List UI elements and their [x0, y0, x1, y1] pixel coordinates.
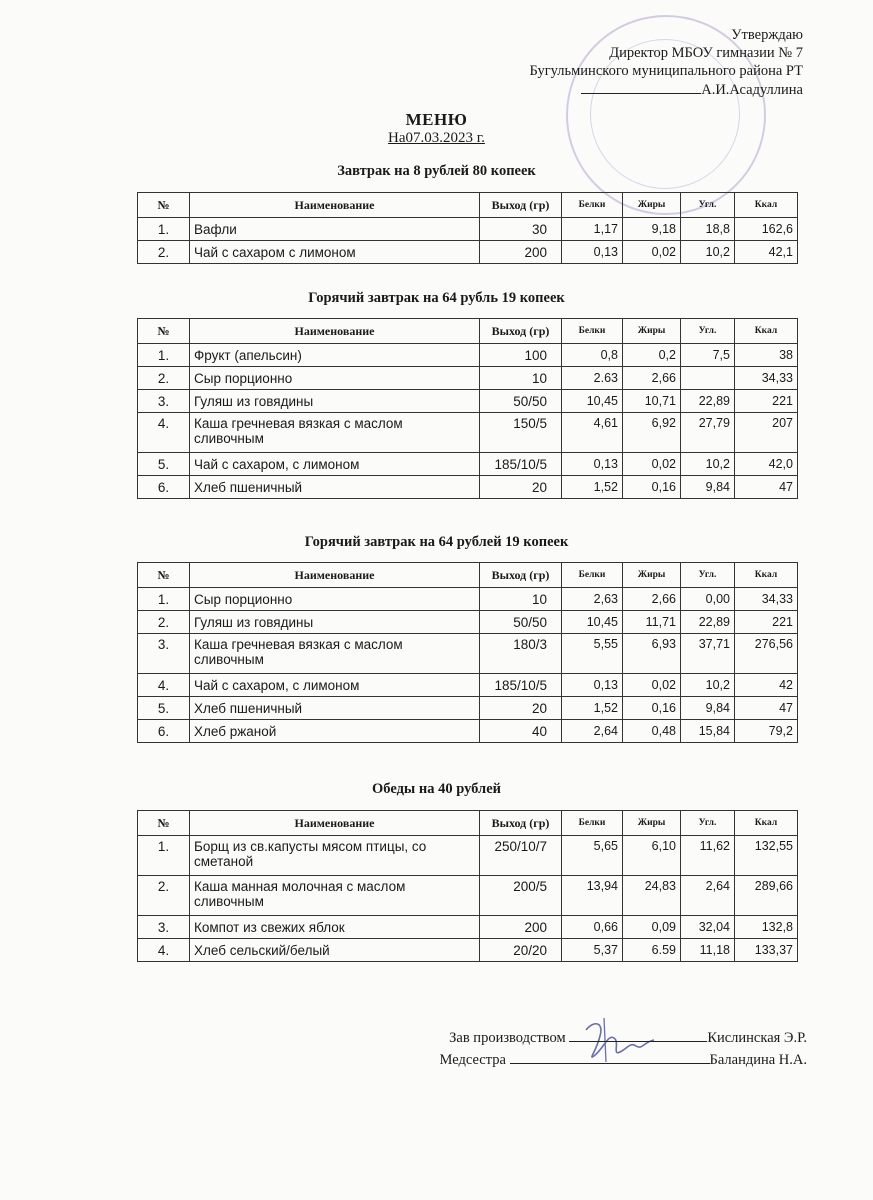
- approval-line-1: Утверждаю: [731, 27, 803, 43]
- header-fat: Жиры: [623, 563, 681, 588]
- cell-output: 20: [480, 476, 562, 499]
- cell-carbs: 2,64: [681, 876, 735, 916]
- cell-name: Сыр порционно: [190, 588, 480, 611]
- sign-line-1: [569, 1027, 707, 1042]
- cell-carbs: 10,2: [681, 674, 735, 697]
- cell-carbs: 32,04: [681, 916, 735, 939]
- cell-kcal: 42: [735, 674, 798, 697]
- cell-kcal: 207: [735, 413, 798, 453]
- cell-protein: 0,13: [562, 453, 623, 476]
- header-output: Выход (гр): [480, 563, 562, 588]
- cell-protein: 1,52: [562, 476, 623, 499]
- cell-fat: 0,09: [623, 916, 681, 939]
- cell-fat: 0,2: [623, 344, 681, 367]
- cell-output: 50/50: [480, 390, 562, 413]
- table-row: [138, 916, 798, 939]
- cell-fat: 2,66: [623, 588, 681, 611]
- cell-kcal: 47: [735, 697, 798, 720]
- cell-carbs: 15,84: [681, 720, 735, 743]
- cell-fat: 6,92: [623, 413, 681, 453]
- role-2: Медсестра: [439, 1052, 506, 1068]
- cell-carbs: 9,84: [681, 697, 735, 720]
- header-protein: Белки: [562, 193, 623, 218]
- header-row: [138, 811, 798, 836]
- cell-num: 1.: [138, 836, 190, 876]
- cell-protein: 0,66: [562, 916, 623, 939]
- table-row: [138, 367, 798, 390]
- menu-table: [137, 318, 798, 499]
- cell-num: 4.: [138, 674, 190, 697]
- signature-row-1: [440, 1027, 807, 1049]
- cell-num: 5.: [138, 453, 190, 476]
- cell-carbs: 11,62: [681, 836, 735, 876]
- table-row: [138, 476, 798, 499]
- header-output: Выход (гр): [480, 319, 562, 344]
- cell-fat: 6,93: [623, 634, 681, 674]
- cell-protein: 2,64: [562, 720, 623, 743]
- cell-carbs: 11,18: [681, 939, 735, 962]
- cell-kcal: 221: [735, 390, 798, 413]
- header-carbs: Угл.: [681, 563, 735, 588]
- table-row: [138, 453, 798, 476]
- cell-protein: 2.63: [562, 367, 623, 390]
- cell-kcal: 132,55: [735, 836, 798, 876]
- table-row: [138, 674, 798, 697]
- cell-protein: 5,37: [562, 939, 623, 962]
- cell-num: 2.: [138, 241, 190, 264]
- sign-line-2: [510, 1049, 710, 1064]
- cell-name: Хлеб ржаной: [190, 720, 480, 743]
- cell-fat: 2,66: [623, 367, 681, 390]
- cell-fat: 10,71: [623, 390, 681, 413]
- cell-output: 200: [480, 916, 562, 939]
- header-row: [138, 319, 798, 344]
- signature-row-2: [440, 1049, 807, 1071]
- cell-name: Хлеб пшеничный: [190, 476, 480, 499]
- header-output: Выход (гр): [480, 811, 562, 836]
- table-row: [138, 697, 798, 720]
- cell-kcal: 289,66: [735, 876, 798, 916]
- table-row: [138, 611, 798, 634]
- role-1: Зав производством: [449, 1030, 566, 1046]
- cell-num: 6.: [138, 720, 190, 743]
- section-title: Завтрак на 8 рублей 80 копеек: [337, 163, 536, 179]
- table-row: [138, 588, 798, 611]
- cell-kcal: 221: [735, 611, 798, 634]
- cell-output: 250/10/7: [480, 836, 562, 876]
- cell-output: 100: [480, 344, 562, 367]
- cell-protein: 5,65: [562, 836, 623, 876]
- cell-output: 50/50: [480, 611, 562, 634]
- header-kcal: Ккал: [735, 811, 798, 836]
- section-title: Обеды на 40 рублей: [372, 781, 501, 797]
- signature-line: [581, 80, 701, 94]
- page-title: МЕНЮ: [405, 110, 468, 129]
- cell-fat: 11,71: [623, 611, 681, 634]
- cell-kcal: 132,8: [735, 916, 798, 939]
- header-name: Наименование: [190, 319, 480, 344]
- table-row: [138, 939, 798, 962]
- cell-name: Фрукт (апельсин): [190, 344, 480, 367]
- cell-carbs: [681, 367, 735, 390]
- cell-output: 185/10/5: [480, 674, 562, 697]
- cell-carbs: 10,2: [681, 241, 735, 264]
- cell-output: 180/3: [480, 634, 562, 674]
- cell-output: 10: [480, 367, 562, 390]
- cell-protein: 13,94: [562, 876, 623, 916]
- cell-protein: 10,45: [562, 390, 623, 413]
- cell-name: Гуляш из говядины: [190, 611, 480, 634]
- cell-protein: 4,61: [562, 413, 623, 453]
- cell-name: Компот из свежих яблок: [190, 916, 480, 939]
- menu-table: [137, 810, 798, 962]
- cell-output: 185/10/5: [480, 453, 562, 476]
- approval-signer-line: [530, 80, 804, 99]
- header-protein: Белки: [562, 811, 623, 836]
- header-protein: Белки: [562, 563, 623, 588]
- menu-date-text: На07.03.2023 г.: [388, 130, 485, 146]
- cell-output: 30: [480, 218, 562, 241]
- cell-protein: 0,13: [562, 241, 623, 264]
- cell-kcal: 47: [735, 476, 798, 499]
- cell-num: 2.: [138, 876, 190, 916]
- cell-output: 200: [480, 241, 562, 264]
- cell-output: 20/20: [480, 939, 562, 962]
- cell-kcal: 34,33: [735, 588, 798, 611]
- header-num: №: [138, 193, 190, 218]
- section-title: Горячий завтрак на 64 рублей 19 копеек: [304, 534, 569, 550]
- table-row: [138, 390, 798, 413]
- cell-protein: 1,17: [562, 218, 623, 241]
- cell-name: Хлеб сельский/белый: [190, 939, 480, 962]
- table-row: [138, 720, 798, 743]
- cell-fat: 0,02: [623, 674, 681, 697]
- table-row: [138, 876, 798, 916]
- menu-table: [137, 192, 798, 264]
- header-protein: Белки: [562, 319, 623, 344]
- header-fat: Жиры: [623, 811, 681, 836]
- cell-output: 200/5: [480, 876, 562, 916]
- cell-carbs: 9,84: [681, 476, 735, 499]
- cell-fat: 0,16: [623, 697, 681, 720]
- cell-name: Чай с сахаром, с лимоном: [190, 453, 480, 476]
- cell-num: 4.: [138, 413, 190, 453]
- cell-output: 20: [480, 697, 562, 720]
- header-num: №: [138, 811, 190, 836]
- approval-signer: А.И.Асадуллина: [701, 82, 803, 98]
- cell-fat: 0,48: [623, 720, 681, 743]
- cell-num: 5.: [138, 697, 190, 720]
- header-num: №: [138, 563, 190, 588]
- header-carbs: Угл.: [681, 319, 735, 344]
- cell-carbs: 37,71: [681, 634, 735, 674]
- cell-name: Вафли: [190, 218, 480, 241]
- cell-name: Чай с сахаром, с лимоном: [190, 674, 480, 697]
- section-title: Горячий завтрак на 64 рубль 19 копеек: [308, 290, 565, 306]
- approval-line-2: Директор МБОУ гимназии № 7: [609, 45, 803, 61]
- cell-output: 150/5: [480, 413, 562, 453]
- cell-fat: 0,16: [623, 476, 681, 499]
- header-row: [138, 193, 798, 218]
- cell-protein: 5,55: [562, 634, 623, 674]
- header-row: [138, 563, 798, 588]
- cell-kcal: 133,37: [735, 939, 798, 962]
- person-1: Кислинская Э.Р.: [707, 1030, 807, 1046]
- cell-kcal: 79,2: [735, 720, 798, 743]
- cell-num: 1.: [138, 344, 190, 367]
- cell-fat: 0,02: [623, 453, 681, 476]
- cell-protein: 0,8: [562, 344, 623, 367]
- cell-num: 1.: [138, 588, 190, 611]
- cell-name: Сыр порционно: [190, 367, 480, 390]
- cell-num: 3.: [138, 916, 190, 939]
- header-num: №: [138, 319, 190, 344]
- header-kcal: Ккал: [735, 193, 798, 218]
- cell-protein: 1,52: [562, 697, 623, 720]
- cell-carbs: 18,8: [681, 218, 735, 241]
- table-row: [138, 344, 798, 367]
- cell-fat: 6.59: [623, 939, 681, 962]
- cell-fat: 24,83: [623, 876, 681, 916]
- header-name: Наименование: [190, 193, 480, 218]
- table-row: [138, 836, 798, 876]
- cell-num: 3.: [138, 634, 190, 674]
- cell-num: 2.: [138, 611, 190, 634]
- cell-kcal: 162,6: [735, 218, 798, 241]
- cell-name: Каша гречневая вязкая с маслом сливочным: [190, 413, 480, 453]
- cell-num: 6.: [138, 476, 190, 499]
- cell-name: Каша манная молочная с маслом сливочным: [190, 876, 480, 916]
- header-carbs: Угл.: [681, 193, 735, 218]
- table-row: [138, 413, 798, 453]
- cell-name: Каша гречневая вязкая с маслом сливочным: [190, 634, 480, 674]
- cell-fat: 0,02: [623, 241, 681, 264]
- cell-kcal: 42,0: [735, 453, 798, 476]
- header-name: Наименование: [190, 811, 480, 836]
- cell-num: 2.: [138, 367, 190, 390]
- cell-num: 4.: [138, 939, 190, 962]
- cell-fat: 9,18: [623, 218, 681, 241]
- table-row: [138, 218, 798, 241]
- cell-carbs: 0,00: [681, 588, 735, 611]
- header-fat: Жиры: [623, 193, 681, 218]
- header-kcal: Ккал: [735, 563, 798, 588]
- cell-protein: 2,63: [562, 588, 623, 611]
- table-row: [138, 634, 798, 674]
- cell-protein: 10,45: [562, 611, 623, 634]
- signatures-block: [440, 1027, 807, 1071]
- cell-carbs: 22,89: [681, 390, 735, 413]
- cell-name: Борщ из св.капусты мясом птицы, со сметаной: [190, 836, 480, 876]
- cell-output: 40: [480, 720, 562, 743]
- cell-protein: 0,13: [562, 674, 623, 697]
- approval-block: [530, 26, 804, 99]
- cell-name: Чай с сахаром с лимоном: [190, 241, 480, 264]
- header-carbs: Угл.: [681, 811, 735, 836]
- cell-name: Гуляш из говядины: [190, 390, 480, 413]
- cell-kcal: 42,1: [735, 241, 798, 264]
- header-output: Выход (гр): [480, 193, 562, 218]
- cell-name: Хлеб пшеничный: [190, 697, 480, 720]
- cell-kcal: 38: [735, 344, 798, 367]
- menu-table: [137, 562, 798, 743]
- cell-kcal: 34,33: [735, 367, 798, 390]
- cell-carbs: 10,2: [681, 453, 735, 476]
- approval-line-3: Бугульминского муниципального района РТ: [529, 63, 803, 79]
- table-row: [138, 241, 798, 264]
- header-kcal: Ккал: [735, 319, 798, 344]
- cell-num: 1.: [138, 218, 190, 241]
- cell-output: 10: [480, 588, 562, 611]
- cell-carbs: 27,79: [681, 413, 735, 453]
- header-name: Наименование: [190, 563, 480, 588]
- cell-carbs: 7,5: [681, 344, 735, 367]
- menu-date: [0, 130, 873, 147]
- cell-kcal: 276,56: [735, 634, 798, 674]
- cell-num: 3.: [138, 390, 190, 413]
- cell-fat: 6,10: [623, 836, 681, 876]
- header-fat: Жиры: [623, 319, 681, 344]
- cell-carbs: 22,89: [681, 611, 735, 634]
- person-2: Баландина Н.А.: [709, 1052, 807, 1068]
